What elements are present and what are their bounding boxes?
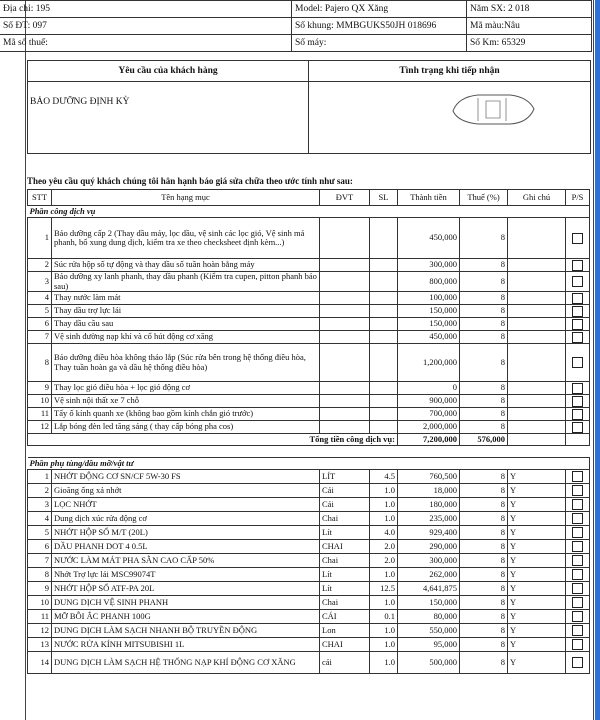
row-tax: 8 xyxy=(460,610,508,624)
ps-checkbox[interactable] xyxy=(572,306,583,317)
row-stt: 8 xyxy=(28,344,52,382)
row-name: Nhớt Trợ lực lái MSC99074T xyxy=(52,568,320,582)
ps-cell xyxy=(566,259,590,272)
row-unit: cái xyxy=(320,652,370,674)
row-name: Vệ sinh đường nạp khí và cổ hút động cơ xăng xyxy=(52,331,320,344)
row-name: NƯỚC RỬA KÍNH MITSUBISHI 1L xyxy=(52,638,320,652)
ps-checkbox[interactable] xyxy=(572,541,583,552)
row-tax: 8 xyxy=(460,554,508,568)
row-tax: 8 xyxy=(460,526,508,540)
ps-checkbox[interactable] xyxy=(572,409,583,420)
row-tax: 8 xyxy=(460,292,508,305)
row-qty xyxy=(370,421,398,434)
ps-cell xyxy=(566,526,590,540)
row-note: Y xyxy=(508,610,566,624)
row-stt: 11 xyxy=(28,408,52,421)
row-note: Y xyxy=(508,526,566,540)
row-amount: 290,000 xyxy=(398,540,460,554)
row-tax: 8 xyxy=(460,624,508,638)
table-row xyxy=(28,272,590,292)
row-note xyxy=(508,382,566,395)
ps-checkbox[interactable] xyxy=(572,583,583,594)
labor-section xyxy=(28,206,590,218)
row-name: LỌC NHỚT xyxy=(52,498,320,512)
table-row xyxy=(28,638,590,652)
col-unit: ĐVT xyxy=(320,190,370,206)
row-amount: 700,000 xyxy=(398,408,460,421)
row-stt: 10 xyxy=(28,395,52,408)
window-edge xyxy=(595,0,600,720)
table-row xyxy=(28,582,590,596)
row-amount: 900,000 xyxy=(398,395,460,408)
row-name: NHỚT HỘP SỐ M/T (20L) xyxy=(52,526,320,540)
row-tax: 8 xyxy=(460,344,508,382)
ps-cell xyxy=(566,582,590,596)
row-qty: 1.0 xyxy=(370,638,398,652)
row-tax: 8 xyxy=(460,568,508,582)
ps-checkbox[interactable] xyxy=(572,657,583,668)
row-amount: 18,000 xyxy=(398,484,460,498)
row-stt: 12 xyxy=(28,624,52,638)
row-name: Bảo dưỡng xy lanh phanh, thay dầu phanh (Kiểm tra cupen, pitton phanh báo sau) xyxy=(52,272,320,292)
table-row xyxy=(28,305,590,318)
ps-cell xyxy=(566,292,590,305)
km: Số Km: 65329 xyxy=(467,35,592,52)
row-unit: Lít xyxy=(320,582,370,596)
row-note xyxy=(508,344,566,382)
row-name: NHỚT HỘP SỐ ATF-PA 20L xyxy=(52,582,320,596)
row-unit xyxy=(320,408,370,421)
ps-cell xyxy=(566,610,590,624)
table-row xyxy=(28,484,590,498)
year: Năm SX: 2 018 xyxy=(467,1,592,18)
row-note xyxy=(508,259,566,272)
address: Địa chỉ: 195 xyxy=(0,1,292,18)
row-stt: 5 xyxy=(28,526,52,540)
row-qty xyxy=(370,292,398,305)
labor-section-label: Phần công dịch vụ xyxy=(28,206,590,218)
row-unit xyxy=(320,382,370,395)
col-tax: Thuế (%) xyxy=(460,190,508,206)
row-qty: 4.5 xyxy=(370,470,398,484)
ps-cell xyxy=(566,540,590,554)
row-note xyxy=(508,292,566,305)
row-note: Y xyxy=(508,498,566,512)
ps-cell xyxy=(566,554,590,568)
row-note xyxy=(508,331,566,344)
ps-checkbox[interactable] xyxy=(572,527,583,538)
row-tax: 8 xyxy=(460,470,508,484)
row-note: Y xyxy=(508,512,566,526)
table-row xyxy=(28,526,590,540)
table-row xyxy=(28,259,590,272)
table-row xyxy=(28,568,590,582)
table-row xyxy=(28,292,590,305)
request-content: BẢO DƯỠNG ĐỊNH KỲ xyxy=(30,97,130,107)
labor-total-row xyxy=(28,434,590,446)
ps-checkbox[interactable] xyxy=(572,611,583,622)
row-name: MỠ BÔI ẮC PHANH 100G xyxy=(52,610,320,624)
row-amount: 760,500 xyxy=(398,470,460,484)
row-note: Y xyxy=(508,652,566,674)
row-stt: 2 xyxy=(28,484,52,498)
table-row xyxy=(28,596,590,610)
row-qty xyxy=(370,272,398,292)
row-tax: 8 xyxy=(460,382,508,395)
parts-section-label: Phần phụ tùng/dầu mỡ/vật tư xyxy=(28,458,590,470)
row-name: Gioăng ống xả nhớt xyxy=(52,484,320,498)
row-name: DẦU PHANH DOT 4 0.5L xyxy=(52,540,320,554)
row-note: Y xyxy=(508,596,566,610)
row-tax: 8 xyxy=(460,395,508,408)
row-name: Thay lọc gió điều hòa + lọc gió động cơ xyxy=(52,382,320,395)
row-qty: 2.0 xyxy=(370,554,398,568)
row-unit xyxy=(320,259,370,272)
table-row xyxy=(28,421,590,434)
row-note xyxy=(508,421,566,434)
row-tax: 8 xyxy=(460,484,508,498)
row-tax: 8 xyxy=(460,305,508,318)
ps-checkbox[interactable] xyxy=(572,293,583,304)
row-unit: Chai xyxy=(320,554,370,568)
row-stt: 1 xyxy=(28,218,52,259)
row-stt: 9 xyxy=(28,582,52,596)
row-amount: 1,200,000 xyxy=(398,344,460,382)
row-note: Y xyxy=(508,582,566,596)
row-qty xyxy=(370,331,398,344)
ps-cell xyxy=(566,512,590,526)
row-name: NHỚT ĐỘNG CƠ SN/CF 5W-30 FS xyxy=(52,470,320,484)
row-stt: 1 xyxy=(28,470,52,484)
row-amount: 262,000 xyxy=(398,568,460,582)
row-name: Vệ sinh nội thất xe 7 chỗ xyxy=(52,395,320,408)
row-qty: 1.0 xyxy=(370,652,398,674)
table-row xyxy=(28,344,590,382)
col-qty: SL xyxy=(370,190,398,206)
ps-cell xyxy=(566,596,590,610)
row-stt: 6 xyxy=(28,318,52,331)
row-amount: 150,000 xyxy=(398,305,460,318)
table-row xyxy=(28,652,590,674)
row-amount: 929,400 xyxy=(398,526,460,540)
row-amount: 300,000 xyxy=(398,554,460,568)
row-stt: 13 xyxy=(28,638,52,652)
col-amount: Thành tiền xyxy=(398,190,460,206)
table-row xyxy=(28,624,590,638)
table-row xyxy=(28,610,590,624)
row-stt: 12 xyxy=(28,421,52,434)
request-box xyxy=(27,60,591,154)
tax-code: Mã số thuế: xyxy=(0,35,292,52)
row-unit: CHAI xyxy=(320,540,370,554)
col-note: Ghi chú xyxy=(508,190,566,206)
row-stt: 10 xyxy=(28,596,52,610)
header-info xyxy=(0,0,592,52)
row-stt: 5 xyxy=(28,305,52,318)
row-stt: 9 xyxy=(28,382,52,395)
row-unit xyxy=(320,292,370,305)
row-unit xyxy=(320,272,370,292)
table-row xyxy=(28,395,590,408)
row-unit xyxy=(320,331,370,344)
row-name: Bảo dưỡng cấp 2 (Thay dầu máy, lọc dầu, vệ sinh các lọc gió, Vệ sinh má phanh, bổ xung dung dịch, kiểm tra xe theo checksheet định kèm...) xyxy=(52,218,320,259)
row-name: Súc rửa hộp số tự động và thay dầu số tuần hoàn bằng máy xyxy=(52,259,320,272)
row-amount: 800,000 xyxy=(398,272,460,292)
labor-total-label: Tổng tiền công dịch vụ: xyxy=(28,434,398,446)
ps-checkbox[interactable] xyxy=(572,485,583,496)
row-stt: 8 xyxy=(28,568,52,582)
row-note: Y xyxy=(508,638,566,652)
ps-checkbox[interactable] xyxy=(572,625,583,636)
row-name: NƯỚC LÀM MÁT PHA SẴN CAO CẤP 50% xyxy=(52,554,320,568)
ps-checkbox[interactable] xyxy=(572,513,583,524)
row-amount: 550,000 xyxy=(398,624,460,638)
table-row xyxy=(28,408,590,421)
row-stt: 6 xyxy=(28,540,52,554)
ps-cell xyxy=(566,421,590,434)
row-note: Y xyxy=(508,568,566,582)
ps-checkbox[interactable] xyxy=(572,233,583,244)
ps-checkbox[interactable] xyxy=(572,471,583,482)
labor-total-ps xyxy=(566,434,590,446)
ps-checkbox[interactable] xyxy=(572,260,583,271)
row-amount: 450,000 xyxy=(398,331,460,344)
row-qty xyxy=(370,218,398,259)
row-unit: Lít xyxy=(320,568,370,582)
row-tax: 8 xyxy=(460,638,508,652)
row-unit xyxy=(320,305,370,318)
row-qty: 1.0 xyxy=(370,596,398,610)
row-qty: 4.0 xyxy=(370,526,398,540)
request-right-title: Tình trạng khi tiếp nhận xyxy=(309,61,590,82)
row-tax: 8 xyxy=(460,498,508,512)
row-amount: 2,000,000 xyxy=(398,421,460,434)
table-row xyxy=(28,540,590,554)
quotation-table xyxy=(27,189,590,674)
row-tax: 8 xyxy=(460,596,508,610)
table-row xyxy=(28,498,590,512)
row-qty xyxy=(370,305,398,318)
row-note: Y xyxy=(508,470,566,484)
row-tax: 8 xyxy=(460,582,508,596)
row-unit: Cái xyxy=(320,484,370,498)
ps-checkbox[interactable] xyxy=(572,357,583,368)
row-tax: 8 xyxy=(460,421,508,434)
row-stt: 4 xyxy=(28,512,52,526)
row-unit: CHAI xyxy=(320,638,370,652)
row-stt: 3 xyxy=(28,272,52,292)
row-tax: 8 xyxy=(460,272,508,292)
row-unit: Lon xyxy=(320,624,370,638)
ps-checkbox[interactable] xyxy=(572,383,583,394)
ps-cell xyxy=(566,470,590,484)
row-note xyxy=(508,395,566,408)
col-stt: STT xyxy=(28,190,52,206)
row-name: Thay dầu cầu sau xyxy=(52,318,320,331)
request-left-title: Yêu cầu của khách hàng xyxy=(28,61,309,82)
row-unit xyxy=(320,395,370,408)
ps-cell xyxy=(566,218,590,259)
row-unit: LÍT xyxy=(320,470,370,484)
row-amount: 180,000 xyxy=(398,498,460,512)
intro-text: Theo yêu cầu quý khách chúng tôi hân hạnh báo giá sửa chữa theo ước tính như sau: xyxy=(27,176,353,186)
ps-cell xyxy=(566,652,590,674)
labor-total-amount: 7,200,000 xyxy=(398,434,460,446)
ps-cell xyxy=(566,344,590,382)
row-qty xyxy=(370,382,398,395)
table-header xyxy=(28,190,590,206)
row-tax: 8 xyxy=(460,540,508,554)
row-amount: 0 xyxy=(398,382,460,395)
row-qty: 12.5 xyxy=(370,582,398,596)
row-qty: 1.0 xyxy=(370,512,398,526)
row-qty xyxy=(370,259,398,272)
col-name: Tên hạng mục xyxy=(52,190,320,206)
color: Mã màu:Nâu xyxy=(467,18,592,35)
row-tax: 8 xyxy=(460,652,508,674)
ps-checkbox[interactable] xyxy=(572,597,583,608)
ps-cell xyxy=(566,568,590,582)
ps-cell xyxy=(566,395,590,408)
row-amount: 235,000 xyxy=(398,512,460,526)
ps-cell xyxy=(566,305,590,318)
row-name: Thay dầu trợ lực lái xyxy=(52,305,320,318)
ps-checkbox[interactable] xyxy=(572,422,583,433)
col-ps: P/S xyxy=(566,190,590,206)
row-note xyxy=(508,218,566,259)
row-note xyxy=(508,305,566,318)
engine-number: Số máy: xyxy=(292,35,467,52)
row-qty xyxy=(370,408,398,421)
ps-cell xyxy=(566,272,590,292)
row-name: Thay nước làm mát xyxy=(52,292,320,305)
ps-cell xyxy=(566,331,590,344)
row-tax: 8 xyxy=(460,512,508,526)
ps-checkbox[interactable] xyxy=(572,332,583,343)
table-row xyxy=(28,218,590,259)
row-note: Y xyxy=(508,484,566,498)
row-stt: 7 xyxy=(28,331,52,344)
ps-cell xyxy=(566,498,590,512)
row-qty: 1.0 xyxy=(370,498,398,512)
row-note: Y xyxy=(508,554,566,568)
ps-cell xyxy=(566,318,590,331)
row-tax: 8 xyxy=(460,408,508,421)
row-amount: 4,641,875 xyxy=(398,582,460,596)
row-name: Tẩy ố kính quanh xe (không bao gồm kính chắn gió trước) xyxy=(52,408,320,421)
table-row xyxy=(28,318,590,331)
row-amount: 100,000 xyxy=(398,292,460,305)
ps-cell xyxy=(566,408,590,421)
row-tax: 8 xyxy=(460,331,508,344)
row-name: DUNG DỊCH LÀM SẠCH NHANH BỘ TRUYỀN ĐỘNG xyxy=(52,624,320,638)
ps-cell xyxy=(566,624,590,638)
table-row xyxy=(28,382,590,395)
ps-checkbox[interactable] xyxy=(572,276,583,287)
row-unit: Lít xyxy=(320,526,370,540)
table-row xyxy=(28,554,590,568)
row-name: DUNG DỊCH VỆ SINH PHANH xyxy=(52,596,320,610)
row-amount: 500,000 xyxy=(398,652,460,674)
row-unit xyxy=(320,344,370,382)
row-qty: 1.0 xyxy=(370,484,398,498)
ps-checkbox[interactable] xyxy=(572,396,583,407)
row-amount: 150,000 xyxy=(398,596,460,610)
row-qty: 2.0 xyxy=(370,540,398,554)
row-note: Y xyxy=(508,624,566,638)
ps-checkbox[interactable] xyxy=(572,499,583,510)
car-outline-icon xyxy=(448,89,538,129)
row-stt: 7 xyxy=(28,554,52,568)
row-name: Bảo dưỡng điều hòa không tháo lắp (Súc rửa bên trong hệ thống điều hòa, Thay tuần hoàn ga và dầu hệ thống điều hòa) xyxy=(52,344,320,382)
row-note xyxy=(508,408,566,421)
ps-cell xyxy=(566,484,590,498)
row-name: Dung dịch xúc rửa động cơ xyxy=(52,512,320,526)
row-stt: 3 xyxy=(28,498,52,512)
ps-cell xyxy=(566,382,590,395)
row-stt: 14 xyxy=(28,652,52,674)
row-qty: 1.0 xyxy=(370,624,398,638)
labor-total-tax: 576,000 xyxy=(460,434,508,446)
row-note xyxy=(508,318,566,331)
row-qty: 1.0 xyxy=(370,568,398,582)
row-unit: Chai xyxy=(320,596,370,610)
ps-checkbox[interactable] xyxy=(572,555,583,566)
ps-checkbox[interactable] xyxy=(572,569,583,580)
model: Model: Pajero QX Xăng xyxy=(292,1,467,18)
ps-checkbox[interactable] xyxy=(572,639,583,650)
row-amount: 450,000 xyxy=(398,218,460,259)
row-unit xyxy=(320,218,370,259)
row-name: Lắp bóng đèn led tăng sáng ( thay cấp bóng pha cos) xyxy=(52,421,320,434)
spacer-row xyxy=(28,446,590,458)
chassis: Số khung: MMBGUKS50JH 018696 xyxy=(292,18,467,35)
row-amount: 80,000 xyxy=(398,610,460,624)
row-qty xyxy=(370,344,398,382)
row-note: Y xyxy=(508,540,566,554)
ps-cell xyxy=(566,638,590,652)
row-qty: 0.1 xyxy=(370,610,398,624)
row-amount: 95,000 xyxy=(398,638,460,652)
row-unit xyxy=(320,421,370,434)
row-amount: 150,000 xyxy=(398,318,460,331)
row-tax: 8 xyxy=(460,218,508,259)
spacer xyxy=(28,446,590,458)
row-amount: 300,000 xyxy=(398,259,460,272)
row-qty xyxy=(370,395,398,408)
row-unit: CÁI xyxy=(320,610,370,624)
row-stt: 4 xyxy=(28,292,52,305)
row-unit: Cái xyxy=(320,498,370,512)
table-row xyxy=(28,470,590,484)
row-stt: 2 xyxy=(28,259,52,272)
row-name: DUNG DỊCH LÀM SẠCH HỆ THỐNG NẠP KHÍ ĐỘNG CƠ XĂNG xyxy=(52,652,320,674)
row-stt: 11 xyxy=(28,610,52,624)
ps-checkbox[interactable] xyxy=(572,319,583,330)
table-row xyxy=(28,331,590,344)
parts-section xyxy=(28,458,590,470)
row-unit: Chai xyxy=(320,512,370,526)
row-tax: 8 xyxy=(460,318,508,331)
row-unit xyxy=(320,318,370,331)
row-note xyxy=(508,272,566,292)
row-qty xyxy=(370,318,398,331)
labor-total-note xyxy=(508,434,566,446)
row-tax: 8 xyxy=(460,259,508,272)
table-row xyxy=(28,512,590,526)
phone: Số ĐT: 097 xyxy=(0,18,292,35)
